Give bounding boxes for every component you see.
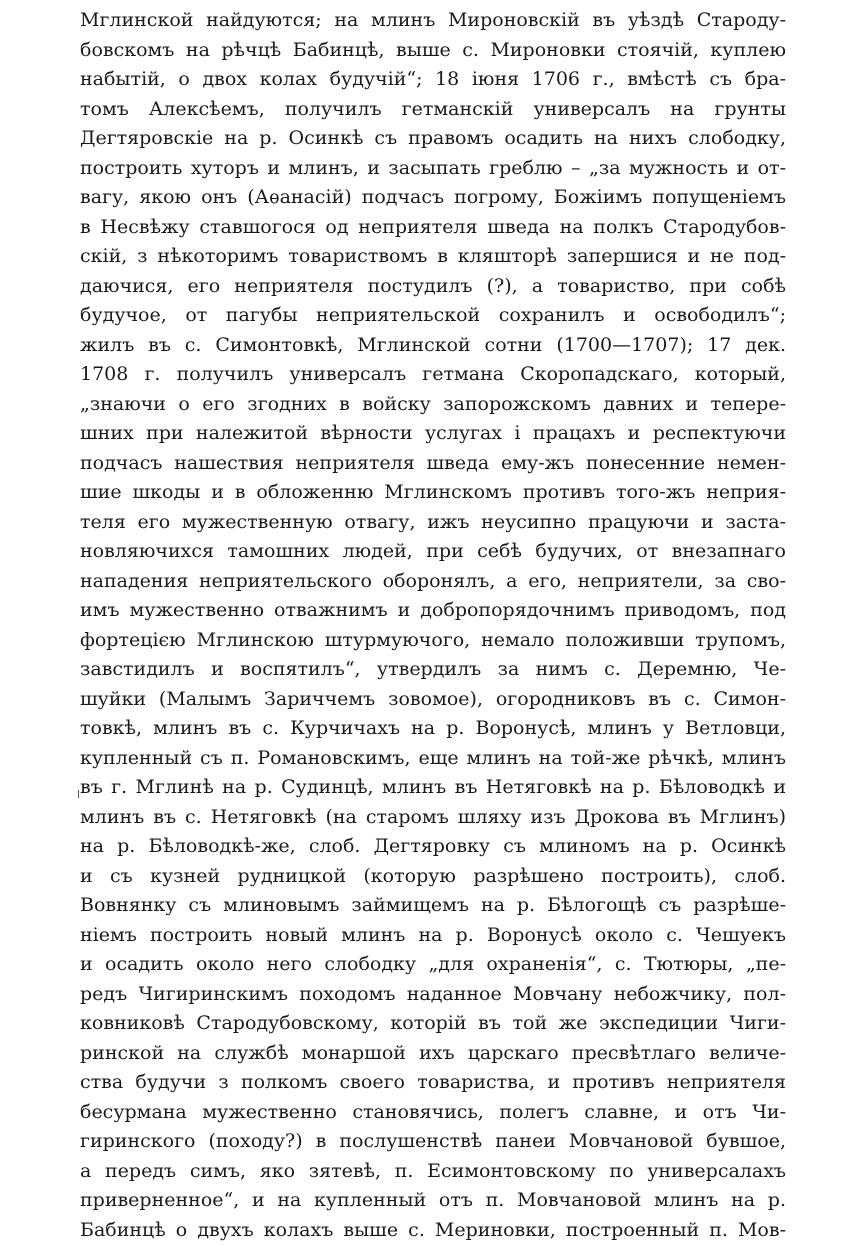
- text-line: ства будучи з полкомъ своего товариства, и противъ неприятеля: [80, 1068, 786, 1098]
- text-line: купленный съ п. Романовскимъ, еще млинъ на той-же рѣчкѣ, млинъ: [80, 744, 786, 774]
- text-line: „знаючи о его згодних в войску запорожскомъ давних и тепере-: [80, 390, 786, 420]
- text-line: бовскомъ на рѣчцѣ Бабинцѣ, выше с. Мироновки стоячій, куплею: [80, 36, 786, 66]
- text-line: бесурмана мужественно становячись, полегъ славне, и отъ Чи-: [80, 1098, 786, 1128]
- text-line: ніемъ построить новый млинъ на р. Воронусѣ около с. Чешуекъ: [80, 921, 786, 951]
- text-line: подчасъ нашествия неприятеля шведа ему-жъ понесенние немен-: [80, 449, 786, 479]
- text-line: редъ Чигиринскимъ походомъ наданное Мовчану небожчику, пол-: [80, 980, 786, 1010]
- text-line: ковниковѣ Стародубовскому, которій въ той же экспедиции Чиги-: [80, 1009, 786, 1039]
- text-line: вагу, якою онъ (Аѳанасій) подчасъ погрому, Божіимъ попущеніемъ: [80, 183, 786, 213]
- text-line: приверненное“, и на купленный отъ п. Мовчановой млинъ на р.: [80, 1186, 786, 1216]
- text-line: имъ мужественно отважнимъ и добропорядочнимъ приводомъ, под: [80, 596, 786, 626]
- text-line: нападения неприятельского оборонялъ, а его, неприятели, за сво-: [80, 567, 786, 597]
- text-line: даючися, его неприятеля постудилъ (?), а товариство, при собѣ: [80, 272, 786, 302]
- text-line: шних при належитой вѣрности услугах і працахъ и респектуючи: [80, 419, 786, 449]
- text-line: томъ Алексѣемъ, получилъ гетманскій универсалъ на грунты: [80, 95, 786, 125]
- text-line: шуйки (Малымъ Зариччемъ зовомое), огородниковъ въ с. Симон-: [80, 685, 786, 715]
- text-line: Дегтяровскіе на р. Осинкѣ съ правомъ осадить на нихъ слободку,: [80, 124, 786, 154]
- text-line: ринской на службѣ монаршой ихъ царскаго пресвѣтлаго величе-: [80, 1039, 786, 1069]
- text-line: и съ кузней рудницкой (которую разрѣшено построить), слоб.: [80, 862, 786, 892]
- text-line: Бабинцѣ о двухъ колахъ выше с. Мериновки, построенный п. Мов-: [80, 1216, 786, 1245]
- text-line: набытій, о двох колах будучій“; 18 іюня 1706 г., вмѣстѣ съ бра-: [80, 65, 786, 95]
- text-line: а передъ симъ, яко зятевѣ, п. Есимонтовскому по универсалахъ: [80, 1157, 786, 1187]
- text-line: завстидилъ и воспятилъ“, утвердилъ за нимъ с. Деремню, Че-: [80, 655, 786, 685]
- text-line: скій, з нѣкоторимъ товариствомъ в кляшторѣ запершися и не под-: [80, 242, 786, 272]
- text-line: Вовнянку съ млиновымъ займищемъ на р. Бѣлогощѣ съ разрѣше-: [80, 891, 786, 921]
- text-line: въ г. Мглинѣ на р. Судинцѣ, млинъ въ Нетяговкѣ на р. Бѣловодкѣ и: [80, 773, 786, 803]
- text-line: будучое, от пагубы неприятельской сохранилъ и освободилъ“;: [80, 301, 786, 331]
- text-line: и осадить около него слободку „для охраненія“, с. Тютюры, „пе-: [80, 950, 786, 980]
- text-line: Мглинской найдуются; на млинъ Мироновскій въ уѣздѣ Староду-: [80, 6, 786, 36]
- text-line: построить хуторъ и млинъ, и засыпать греблю – „за мужность и от-: [80, 154, 786, 184]
- text-line: гиринского (походу?) в послушенствѣ панеи Мовчановой бувшое,: [80, 1127, 786, 1157]
- document-text: [80, 6, 786, 1245]
- text-line: новляючихся тамошних людей, при себѣ будучих, от внезапнаго: [80, 537, 786, 567]
- text-line: 1708 г. получилъ универсалъ гетмана Скоропадскаго, который,: [80, 360, 786, 390]
- text-line: в Несвѣжу ставшогося од неприятеля шведа на полкъ Стародубов-: [80, 213, 786, 243]
- text-line: фортецією Мглинскою штурмуючого, немало положивши трупомъ,: [80, 626, 786, 656]
- text-line: шие шкоды и в обложенню Мглинскомъ противъ того-жъ неприя-: [80, 478, 786, 508]
- margin-mark: [78, 790, 79, 798]
- text-line: товкѣ, млинъ въ с. Курчичахъ на р. Воронусѣ, млинъ у Ветловци,: [80, 714, 786, 744]
- text-line: млинъ въ с. Нетяговкѣ (на старомъ шляху изъ Дрокова въ Мглинъ): [80, 803, 786, 833]
- text-line: жилъ въ с. Симонтовкѣ, Мглинской сотни (1700—1707); 17 дек.: [80, 331, 786, 361]
- text-line: на р. Бѣловодкѣ-же, слоб. Дегтяровку съ млиномъ на р. Осинкѣ: [80, 832, 786, 862]
- text-line: теля его мужественную отвагу, ижъ неусипно працуючи и заста-: [80, 508, 786, 538]
